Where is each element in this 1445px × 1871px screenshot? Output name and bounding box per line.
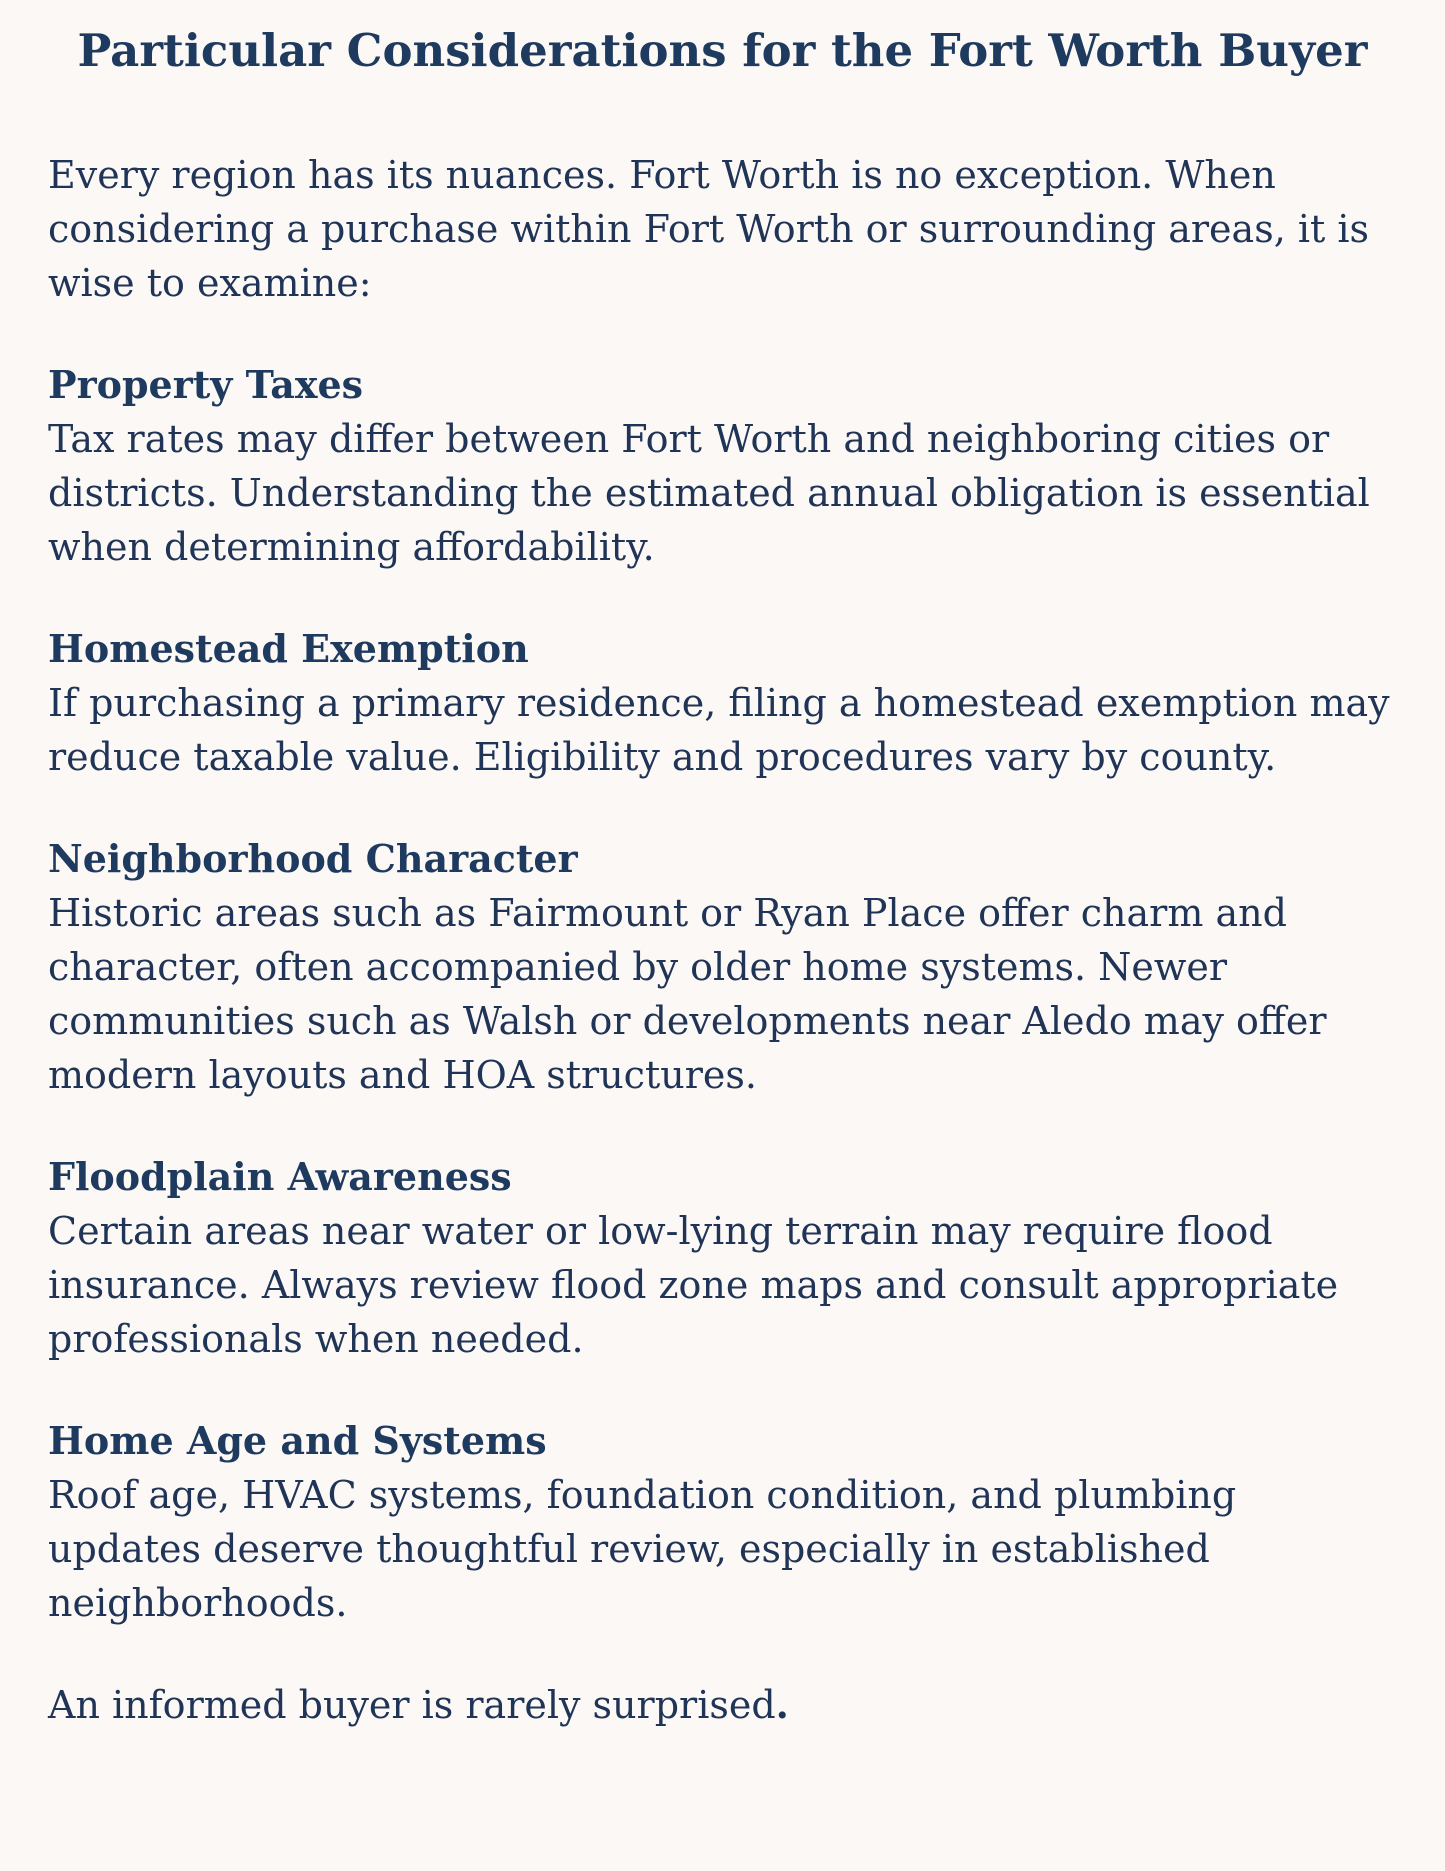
section-body: Tax rates may differ between Fort Worth and neighboring cities or districts. Understanding the estimated annual obligation is essential when determining affordability. xyxy=(48,417,1370,569)
section-home-age-systems xyxy=(48,1414,1397,1630)
closing-period: . xyxy=(775,1682,789,1727)
section-floodplain-awareness xyxy=(48,1150,1397,1366)
closing-statement xyxy=(48,1678,1397,1732)
section-neighborhood-character xyxy=(48,832,1397,1102)
section-homestead-exemption xyxy=(48,622,1397,784)
section-heading: Floodplain Awareness xyxy=(48,1154,512,1199)
closing-text: An informed buyer is rarely surprised xyxy=(48,1683,776,1727)
section-property-taxes xyxy=(48,358,1397,574)
intro-paragraph: Every region has its nuances. Fort Worth is no exception. When considering a purchase within Fort Worth or surrounding areas, it is wise to examine: xyxy=(48,153,1370,305)
section-heading: Homestead Exemption xyxy=(48,626,529,671)
section-body: Historic areas such as Fairmount or Ryan Place offer charm and character, often accompanied by older home systems. Newer communities such as Walsh or developments near Aledo may offer modern layouts and HOA structures. xyxy=(48,891,1327,1097)
section-body: Roof age, HVAC systems, foundation condition, and plumbing updates deserve thoughtful review, especially in established neighborhoods. xyxy=(48,1473,1237,1625)
section-heading: Neighborhood Character xyxy=(48,836,578,881)
section-heading: Home Age and Systems xyxy=(48,1418,547,1463)
page-title: Particular Considerations for the Fort Worth Buyer xyxy=(77,24,1368,77)
section-heading: Property Taxes xyxy=(48,362,364,407)
section-body: If purchasing a primary residence, filing a homestead exemption may reduce taxable value. Eligibility and procedures vary by county. xyxy=(48,681,1390,779)
section-body: Certain areas near water or low-lying terrain may require flood insurance. Always review flood zone maps and consult appropriate professionals when needed. xyxy=(48,1209,1339,1361)
